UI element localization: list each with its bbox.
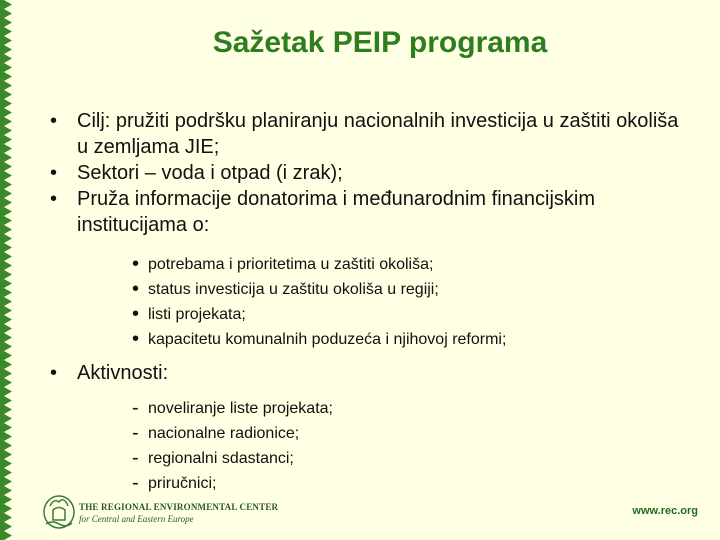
bullet-text: Sektori – voda i otpad (i zrak); (77, 162, 343, 184)
rec-logo-icon (42, 492, 76, 530)
dash-icon: - (132, 422, 139, 444)
sub-bullet-text: potrebama i prioritetima u zaštiti okoliša; (148, 256, 434, 273)
activity-list (132, 396, 680, 496)
sub-bullet-list (132, 252, 680, 352)
organization-name (79, 501, 278, 525)
activity-text: regionalni sdastanci; (148, 450, 294, 467)
website-link[interactable]: www.rec.org (632, 505, 698, 517)
activity-text: priručnici; (148, 475, 217, 492)
bullet-text: Pruža informacije donatorima i međunarodnim financijskim institucijama o: (77, 188, 595, 236)
sub-bullet (132, 252, 680, 277)
bullet-text: Cilj: pružiti podršku planiranju nacionalnih investicija u zaštiti okoliša u zemljama JIE; (77, 110, 679, 158)
bullet-dot-icon: • (50, 162, 58, 184)
sub-bullet (132, 327, 680, 352)
bullet-list (50, 108, 680, 496)
sub-bullet (132, 302, 680, 327)
activity-text: nacionalne radionice; (148, 425, 300, 442)
sub-bullet-dot-icon: • (132, 303, 140, 325)
bullet-dot-icon: • (50, 110, 58, 132)
bullet-dot-icon: • (50, 188, 58, 210)
activity-item (132, 421, 680, 446)
activity-item (132, 446, 680, 471)
dash-icon: - (132, 397, 139, 419)
sub-bullet-dot-icon: • (132, 328, 140, 350)
sub-bullet (132, 277, 680, 302)
bullet-dot-icon: • (50, 362, 58, 384)
bullet-activities (50, 360, 680, 496)
sub-bullet-text: listi projekata; (148, 306, 246, 323)
activity-item (132, 471, 680, 496)
sub-bullet-dot-icon: • (132, 253, 140, 275)
sub-bullet-text: status investicija u zaštitu okoliša u regiji; (148, 281, 439, 298)
sub-bullet-text: kapacitetu komunalnih poduzeća i njihovoj reformi; (148, 331, 507, 348)
org-line1: THE REGIONAL ENVIRONMENTAL CENTER (79, 502, 279, 512)
zigzag-border (0, 0, 13, 540)
activity-text: noveliranje liste projekata; (148, 400, 333, 417)
org-line2: for Central and Eastern Europe (79, 514, 194, 524)
dash-icon: - (132, 472, 139, 494)
bullet-goal (50, 108, 680, 160)
bullet-information (50, 186, 680, 352)
bullet-sectors (50, 160, 680, 186)
sub-bullet-dot-icon: • (132, 278, 140, 300)
activity-item (132, 396, 680, 421)
bullet-text: Aktivnosti: (77, 362, 169, 384)
slide-title: Sažetak PEIP programa (212, 26, 548, 59)
dash-icon: - (132, 447, 139, 469)
